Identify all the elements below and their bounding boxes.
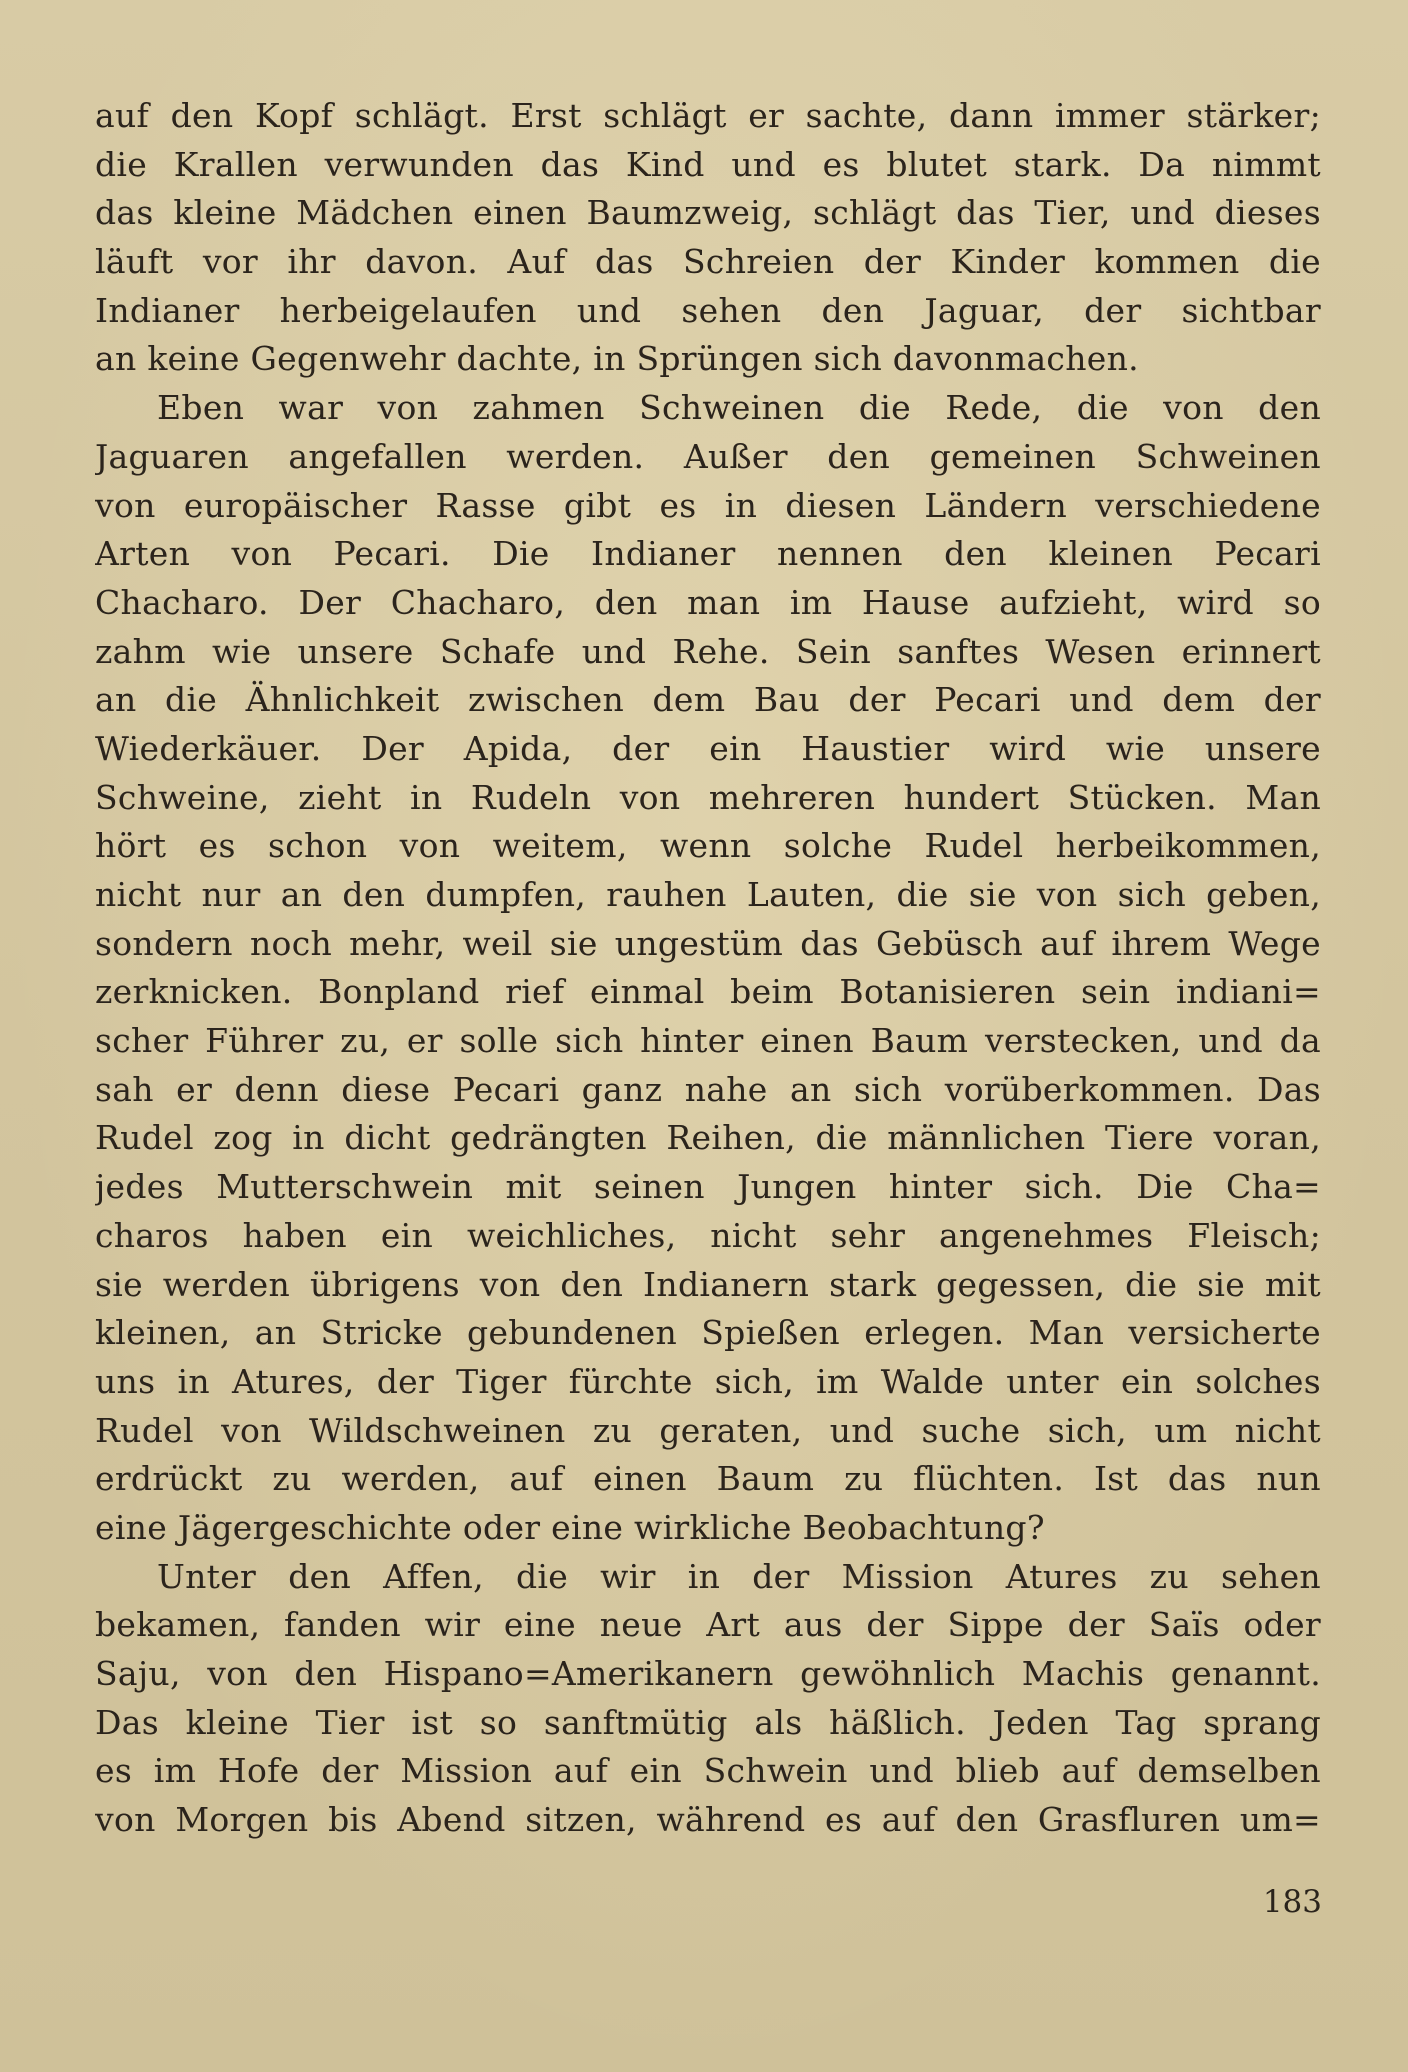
text-line: sie werden übrigens von den Indianern stark gegessen, die sie mit <box>95 1264 1321 1304</box>
text-line: zerknicken. Bonpland rief einmal beim Botanisieren sein indiani= <box>95 972 1321 1012</box>
text-line: hört es schon von weitem, wenn solche Rudel herbeikommen, <box>95 826 1321 866</box>
text-line: kleinen, an Stricke gebundenen Spießen erlegen. Man versicherte <box>95 1313 1321 1353</box>
text-line: von europäischer Rasse gibt es in diesen Ländern verschiedene <box>95 485 1321 525</box>
text-line: Rudel von Wildschweinen zu geraten, und suche sich, um nicht <box>95 1410 1321 1450</box>
text-line: eine Jägergeschichte oder eine wirkliche Beobachtung? <box>95 1507 1045 1547</box>
body-text <box>95 92 1321 1845</box>
text-line: läuft vor ihr davon. Auf das Schreien der Kinder kommen die <box>95 242 1321 282</box>
text-line: auf den Kopf schlägt. Erst schlägt er sachte, dann immer stärker; <box>95 96 1321 135</box>
page-number: 183 <box>1262 1884 1322 1920</box>
text-line: scher Führer zu, er solle sich hinter einen Baum verstecken, und da <box>95 1021 1321 1061</box>
text-line: Saju, von den Hispano=Amerikanern gewöhnlich Machis genannt. <box>95 1654 1321 1693</box>
text-line: Chacharo. Der Chacharo, den man im Hause aufzieht, wird so <box>95 582 1321 622</box>
text-line: zahm wie unsere Schafe und Rehe. Sein sanftes Wesen erinnert <box>95 631 1321 671</box>
text-line: Das kleine Tier ist so sanftmütig als häßlich. Jeden Tag sprang <box>95 1702 1321 1742</box>
text-line: an keine Gegenwehr dachte, in Sprüngen sich davonmachen. <box>95 339 1139 379</box>
text-line: die Krallen verwunden das Kind und es blutet stark. Da nimmt <box>95 144 1321 184</box>
text-line: charos haben ein weichliches, nicht sehr angenehmes Fleisch; <box>95 1215 1321 1255</box>
text-line: das kleine Mädchen einen Baumzweig, schlägt das Tier, und dieses <box>95 193 1321 233</box>
text-line: nicht nur an den dumpfen, rauhen Lauten, die sie von sich geben, <box>95 875 1321 914</box>
text-line: sah er denn diese Pecari ganz nahe an sich vorüberkommen. Das <box>95 1069 1321 1109</box>
text-line: Schweine, zieht in Rudeln von mehreren hundert Stücken. Man <box>95 777 1321 817</box>
text-line: bekamen, fanden wir eine neue Art aus der Sippe der Saïs oder <box>95 1605 1321 1645</box>
text-line: Indianer herbeigelaufen und sehen den Jaguar, der sichtbar <box>95 290 1321 330</box>
text-line: an die Ähnlichkeit zwischen dem Bau der Pecari und dem der <box>95 680 1321 720</box>
text-line: jedes Mutterschwein mit seinen Jungen hinter sich. Die Cha= <box>95 1167 1321 1207</box>
text-line: uns in Atures, der Tiger fürchte sich, im Walde unter ein solches <box>95 1361 1321 1401</box>
text-line: Unter den Affen, die wir in der Mission Atures zu sehen <box>157 1556 1321 1596</box>
text-line: Eben war von zahmen Schweinen die Rede, die von den <box>157 388 1321 428</box>
text-line: erdrückt zu werden, auf einen Baum zu flüchten. Ist das nun <box>95 1459 1321 1499</box>
text-line: von Morgen bis Abend sitzen, während es auf den Grasfluren um= <box>95 1800 1321 1840</box>
text-line: Jaguaren angefallen werden. Außer den gemeinen Schweinen <box>95 436 1321 476</box>
text-line: sondern noch mehr, weil sie ungestüm das Gebüsch auf ihrem Wege <box>95 923 1321 963</box>
text-line: es im Hofe der Mission auf ein Schwein und blieb auf demselben <box>95 1751 1321 1791</box>
text-line: Wiederkäuer. Der Apida, der ein Haustier wird wie unsere <box>95 728 1321 768</box>
text-line: Arten von Pecari. Die Indianer nennen den kleinen Pecari <box>95 534 1321 574</box>
text-line: Rudel zog in dicht gedrängten Reihen, die männlichen Tiere voran, <box>95 1118 1321 1158</box>
